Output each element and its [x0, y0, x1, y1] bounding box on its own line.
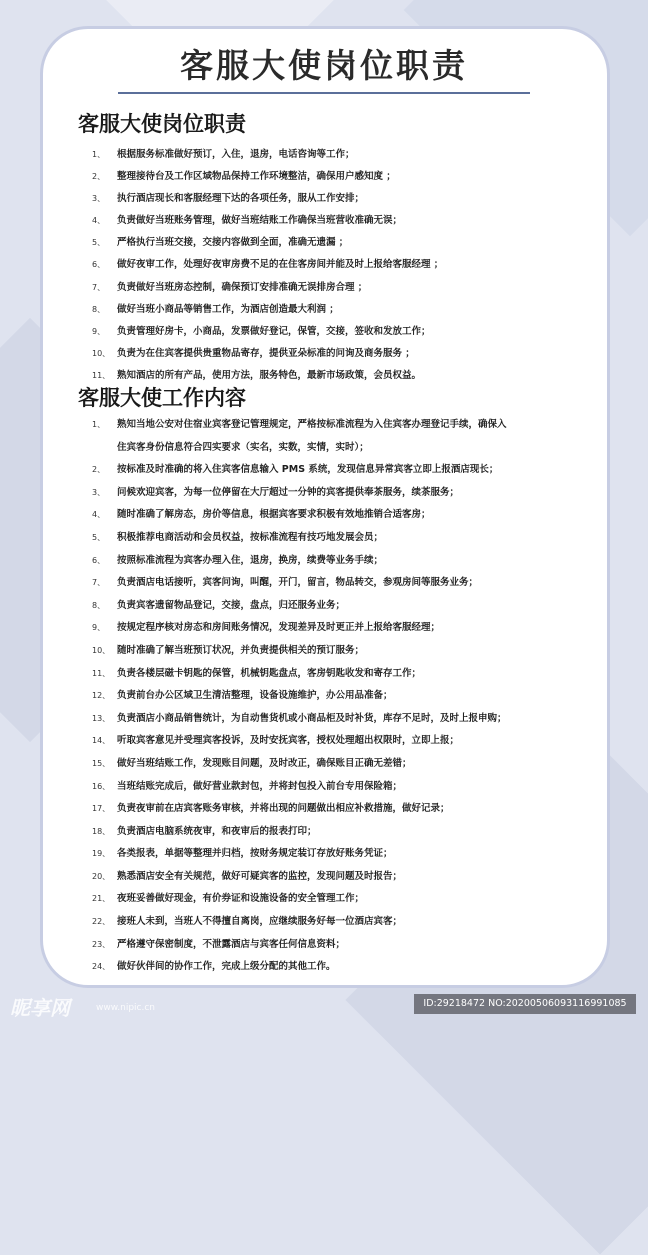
list-item: [92, 254, 562, 276]
list-item: [92, 776, 562, 799]
list-item: [92, 550, 562, 573]
item-text: 负责各楼层磁卡钥匙的保管，机械钥匙盘点，客房钥匙收发和寄存工作；: [117, 667, 422, 679]
list-item: [92, 685, 562, 708]
item-text: 做好当班结账工作，发现账目问题，及时改正，确保账目正确无差错；: [117, 757, 412, 769]
page-title: 客服大使岗位职责: [180, 46, 468, 85]
item-text: 各类报表，单据等整理并归档，按财务规定装订存放好账务凭证；: [117, 848, 393, 860]
list-item: [92, 437, 562, 460]
watermark-url: www.nipic.cn: [96, 1003, 155, 1013]
list-item: [92, 299, 562, 321]
item-number: 13、: [92, 713, 111, 723]
item-number: 11、: [92, 668, 111, 678]
item-text: 随时准确了解当班预订状况，并负责提供相关的预订服务；: [117, 644, 365, 656]
list-item: [92, 730, 562, 753]
item-text: 积极推荐电商活动和会员权益，按标准流程有技巧地发展会员；: [117, 531, 384, 543]
item-number: 5、: [92, 532, 106, 542]
item-text: 负责做好当班房态控制，确保预订安排准确无误排房合理 ；: [117, 281, 368, 293]
item-text: 熟知酒店的所有产品，使用方法，服务特色，最新市场政策，会员权益。: [117, 369, 422, 381]
item-text: 负责酒店电话接听，宾客问询，叫醒，开门，留言，物品转交，参观房间等服务业务；: [117, 577, 479, 589]
item-text: 问候欢迎宾客，为每一位停留在大厅超过一分钟的宾客提供奉茶服务，续茶服务；: [117, 486, 460, 498]
item-text: 负责前台办公区域卫生清洁整理，设备设施维护，办公用品准备；: [117, 690, 393, 702]
item-number: [92, 437, 117, 460]
watermark-id: ID:29218472 NO:20200506093116991085: [414, 994, 636, 1014]
item-number: 10、: [92, 645, 111, 655]
section-title-duties: 客服大使岗位职责: [78, 112, 246, 136]
list-item: [92, 843, 562, 866]
list-item: [92, 663, 562, 686]
item-text: 当班结账完成后，做好营业款封包，并将封包投入前台专用保险箱；: [117, 780, 403, 792]
section-title-work-content: 客服大使工作内容: [78, 386, 246, 410]
list-item: [92, 595, 562, 618]
list-item: [92, 866, 562, 889]
item-number: 6、: [92, 555, 106, 565]
list-item: [92, 343, 562, 365]
item-text: 接班人未到，当班人不得擅自离岗，应继续服务好每一位酒店宾客；: [117, 916, 403, 928]
list-item: [92, 232, 562, 254]
list-item: [92, 210, 562, 232]
list-item: [92, 956, 562, 979]
list-item: [92, 144, 562, 166]
item-number: 20、: [92, 871, 111, 881]
list-item: [92, 798, 562, 821]
item-text: 负责为在住宾客提供贵重物品寄存，提供亚朵标准的问询及商务服务 ；: [117, 347, 415, 359]
item-text: 按照标准流程为宾客办理入住，退房，换房，续费等业务手续；: [117, 554, 384, 566]
item-number: 1、: [92, 420, 106, 429]
list-item: [92, 459, 562, 482]
watermark-logo: 昵享网: [10, 996, 70, 1020]
item-text: 熟知当地公安对住宿业宾客登记管理规定，严格按标准流程为入住宾客办理登记手续，确保入: [117, 419, 507, 430]
list-item: [92, 482, 562, 505]
item-text: 住宾客身份信息符合四实要求（实名，实数，实情，实时）；: [117, 441, 369, 453]
item-number: 18、: [92, 826, 111, 836]
item-number: 14、: [92, 736, 111, 746]
item-number: 22、: [92, 917, 111, 927]
list-item: [92, 321, 562, 343]
item-number: 1、: [92, 150, 106, 159]
item-text: 严格执行当班交接，交接内容做到全面，准确无遗漏 ；: [117, 237, 349, 249]
item-text: 做好伙伴间的协作工作，完成上级分配的其他工作。: [117, 961, 336, 973]
item-number: 4、: [92, 216, 106, 226]
list-item: [92, 708, 562, 731]
item-text: 熟悉酒店安全有关规范，做好可疑宾客的监控，发现问题及时报告；: [117, 870, 403, 882]
list-item: [92, 753, 562, 776]
item-text: 严格遵守保密制度，不泄露酒店与宾客任何信息资料；: [117, 938, 346, 950]
item-number: 11、: [92, 370, 111, 380]
item-number: 16、: [92, 781, 111, 791]
item-number: 21、: [92, 894, 111, 904]
list-item: [92, 527, 562, 550]
list-item: [92, 640, 562, 663]
title-divider: [118, 92, 530, 94]
list-item: [92, 934, 562, 957]
item-text: 负责酒店小商品销售统计，为自动售货机或小商品柜及时补货，库存不足时，及时上报申购；: [117, 712, 507, 724]
item-text: 执行酒店现长和客服经理下达的各项任务，服从工作安排；: [117, 193, 365, 205]
item-number: 10、: [92, 348, 111, 358]
item-number: 8、: [92, 304, 106, 314]
item-number: 3、: [92, 487, 106, 497]
item-number: 2、: [92, 172, 106, 182]
item-text: 听取宾客意见并受理宾客投诉，及时安抚宾客，授权处理超出权限时，立即上报；: [117, 735, 460, 747]
item-text: 负责做好当班账务管理，做好当班结账工作确保当班营收准确无误；: [117, 215, 403, 227]
item-text: 做好当班小商品等销售工作，为酒店创造最大利润 ；: [117, 303, 339, 315]
item-text: 做好夜审工作，处理好夜审房费不足的在住客房间并能及时上报给客服经理 ；: [117, 259, 444, 271]
item-number: 12、: [92, 691, 111, 701]
item-number: 6、: [92, 260, 106, 270]
list-item: [92, 821, 562, 844]
item-number: 17、: [92, 804, 111, 814]
item-number: 8、: [92, 600, 106, 610]
item-text: 负责宾客遗留物品登记，交接，盘点，归还服务业务；: [117, 599, 346, 611]
list-item: [92, 911, 562, 934]
item-text: 根据服务标准做好预订，入住，退房，电话咨询等工作；: [117, 149, 355, 160]
list-item: [92, 277, 562, 299]
item-text: 整理接待台及工作区域物品保持工作环境整洁，确保用户感知度 ；: [117, 171, 396, 183]
item-number: 9、: [92, 623, 106, 633]
list-item: [92, 617, 562, 640]
list-item: [92, 188, 562, 210]
item-number: 15、: [92, 758, 111, 768]
item-number: 4、: [92, 510, 106, 520]
item-number: 24、: [92, 962, 111, 972]
item-number: 7、: [92, 282, 106, 292]
item-number: 7、: [92, 578, 106, 588]
list-item: [92, 888, 562, 911]
item-text: 随时准确了解房态，房价等信息，根据宾客要求积极有效地推销合适客房；: [117, 509, 431, 521]
list-item: [92, 166, 562, 188]
item-text: 按标准及时准确的将入住宾客信息输入 PMS 系统，发现信息异常宾客立即上报酒店现长；: [117, 464, 499, 476]
item-number: 2、: [92, 465, 106, 475]
list-item: [92, 414, 562, 437]
work-content-list: [92, 414, 562, 979]
item-number: 5、: [92, 238, 106, 248]
duties-list: [92, 144, 562, 387]
item-number: 3、: [92, 194, 106, 204]
item-number: 23、: [92, 939, 111, 949]
item-text: 夜班妥善做好现金，有价券证和设施设备的安全管理工作；: [117, 893, 365, 905]
item-text: 负责管理好房卡，小商品，发票做好登记，保管，交接，签收和发放工作；: [117, 325, 431, 337]
item-number: 9、: [92, 326, 106, 336]
list-item: [92, 504, 562, 527]
item-number: 19、: [92, 849, 111, 859]
item-text: 按规定程序核对房态和房间账务情况，发现差异及时更正并上报给客服经理；: [117, 622, 441, 634]
item-text: 负责酒店电脑系统夜审，和夜审后的报表打印；: [117, 825, 317, 837]
item-text: 负责夜审前在店宾客账务审核，并将出现的问题做出相应补救措施，做好记录；: [117, 803, 450, 815]
list-item: [92, 572, 562, 595]
